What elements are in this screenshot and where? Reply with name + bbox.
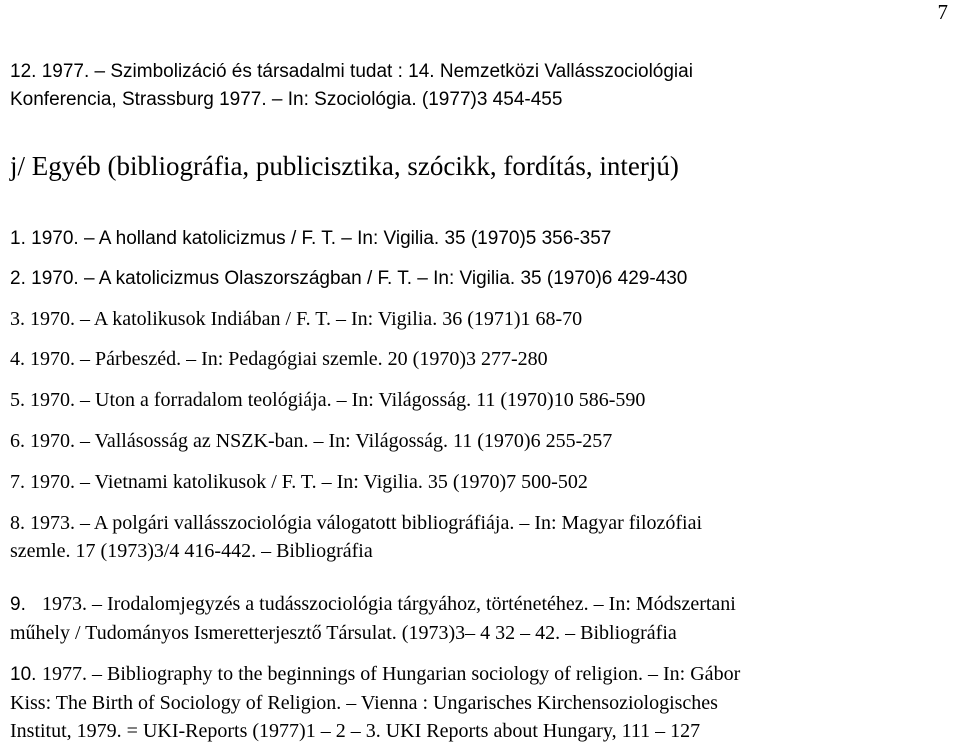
entry-5-text: 5. 1970. – Uton a forradalom teológiája. – In: Világosság. 11 (1970)10 586-590 <box>10 389 646 411</box>
entry-9 <box>10 590 940 647</box>
entry-6 <box>10 427 940 455</box>
entry-3 <box>10 305 940 333</box>
entry-6-text: 6. 1970. – Vallásosság az NSZK-ban. – In: Világosság. 11 (1970)6 255-257 <box>10 430 613 452</box>
entry-1-text: 1. 1970. – A holland katolicizmus / F. T. – In: Vigilia. 35 (1970)5 356-357 <box>10 228 612 249</box>
entry-9-number: 9. <box>10 594 26 615</box>
entry-8-line-1: 8. 1973. – A polgári vallásszociológia válogatott bibliográfiája. – In: Magyar filozófiai <box>10 512 703 534</box>
entry-12-line-1: 12. 1977. – Szimbolizáció és társadalmi tudat : 14. Nemzetközi Vallásszociológiai <box>10 61 693 82</box>
entry-10-line-3: Institut, 1979. = UKI-Reports (1977)1 – 2 – 3. UKI Reports about Hungary, 111 – 127 <box>10 720 701 742</box>
entry-12 <box>10 58 940 114</box>
entry-9-line-1: 1973. – Irodalomjegyzés a tudásszociológia tárgyához, történetéhez. – In: Módszertani <box>42 593 736 615</box>
entry-10 <box>10 660 940 745</box>
entry-3-text: 3. 1970. – A katolikusok Indiában / F. T. – In: Vigilia. 36 (1971)1 68-70 <box>10 308 583 330</box>
entry-10-line-1: 1977. – Bibliography to the beginnings of Hungarian sociology of religion. – In: Gábor <box>42 663 741 685</box>
entry-2-text: 2. 1970. – A katolicizmus Olaszországban / F. T. – In: Vigilia. 35 (1970)6 429-430 <box>10 268 688 289</box>
entry-10-line-2: Kiss: The Birth of Sociology of Religion. – Vienna : Ungarisches Kirchensoziologisches <box>10 692 718 714</box>
entry-4 <box>10 345 940 373</box>
entry-8-line-2: szemle. 17 (1973)3/4 416-442. – Bibliográfia <box>10 540 373 562</box>
entry-7-text: 7. 1970. – Vietnami katolikusok / F. T. – In: Vigilia. 35 (1970)7 500-502 <box>10 471 588 493</box>
page-number: 7 <box>937 0 948 24</box>
entry-12-line-2: Konferencia, Strassburg 1977. – In: Szociológia. (1977)3 454-455 <box>10 89 563 110</box>
section-heading: j/ Egyéb (bibliográfia, publicisztika, szócikk, fordítás, interjú) <box>10 151 679 181</box>
entry-2 <box>10 265 940 293</box>
entry-5 <box>10 386 940 414</box>
entry-8 <box>10 509 940 565</box>
entry-9-line-2: műhely / Tudományos Ismeretterjesztő Társulat. (1973)3– 4 32 – 42. – Bibliográfia <box>10 622 677 644</box>
entry-1 <box>10 225 940 253</box>
entry-10-number: 10. <box>10 664 37 685</box>
entry-7 <box>10 468 940 496</box>
entry-4-text: 4. 1970. – Párbeszéd. – In: Pedagógiai szemle. 20 (1970)3 277-280 <box>10 348 548 370</box>
